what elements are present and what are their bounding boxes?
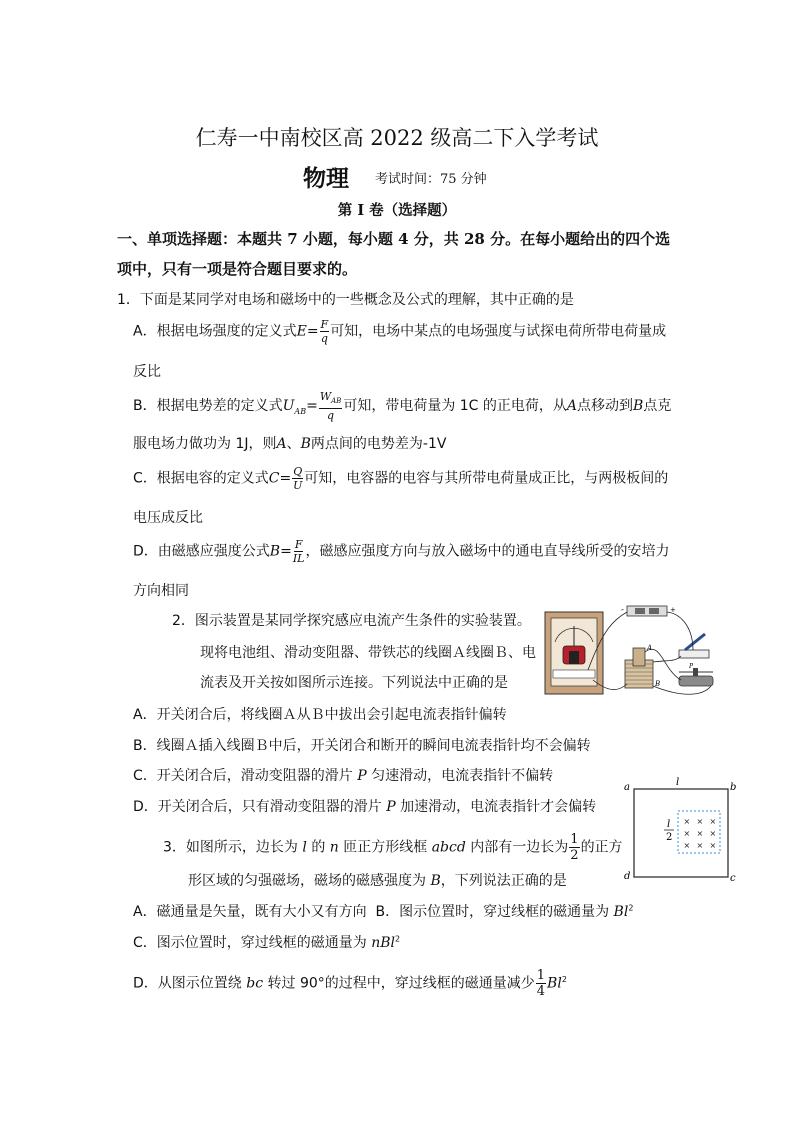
volume-title: 第 I 卷（选择题） bbox=[337, 202, 457, 219]
subject-title: 物理 bbox=[303, 166, 349, 192]
q3-option-d: D．从图示位置绕 bc 转过 90°的过程中，穿过线框的磁通量减少 $\frac{1}{4}$ Bl$^2$ bbox=[133, 968, 567, 999]
q3-stem-line1: 3．如图所示，边长为 l 的 n 匝正方形线框 abcd 内部有一边长为 $\frac{1}{2}$ 的正方 bbox=[163, 832, 623, 863]
field-mark: × bbox=[709, 817, 717, 826]
q3-stem-line2: 形区域的匀强磁场，磁场的磁感强度为 B，下列说法正确的是 bbox=[188, 873, 567, 889]
q1-c-post: 可知，电容器的电容与其所带电荷量成正比，与两极板间的 bbox=[304, 470, 669, 487]
side-length-label: l bbox=[676, 777, 680, 788]
corner-b-label: b bbox=[730, 782, 737, 793]
field-marks bbox=[684, 817, 717, 850]
q1-option-a: A．根据电场强度的定义式E= $\frac{F}{q}$ 可知，电场中某点的电场强度与试探电荷所带电荷量成 bbox=[133, 318, 667, 345]
field-mark: × bbox=[696, 817, 704, 826]
q3-option-c: C．图示位置时，穿过线框的磁通量为 nBl$^2$ bbox=[133, 934, 401, 951]
q1-b2-tail: 两点间的电势差为-1V bbox=[310, 436, 447, 452]
q1-option-c: C．根据电容的定义式C= $\frac{Q}{U}$ 可知，电容器的电容与其所带电荷量成正比，与两极板间的 bbox=[133, 465, 669, 492]
q1-option-b-line2: 服电场力做功为 1J，则A、B两点间的电势差为-1V bbox=[133, 436, 447, 452]
q1-b-pre: B．根据电势差的定义式 bbox=[133, 398, 283, 415]
q1-option-d-line2: 方向相同 bbox=[133, 583, 189, 599]
q3-option-b: B．图示位置时，穿过线框的磁通量为 bbox=[375, 904, 610, 920]
q3-stem2-post: ，下列说法正确的是 bbox=[440, 873, 567, 889]
field-mark: × bbox=[696, 829, 704, 838]
coil-a bbox=[633, 648, 645, 666]
q3-d-mid: 转过 90°的过程中，穿过线框的磁通量减少 bbox=[267, 975, 535, 992]
q1-d-post: ，磁感应强度方向与放入磁场中的通电直导线所受的安培力 bbox=[305, 543, 670, 560]
exam-title: 仁寿一中南校区高 2022 级高二下入学考试 bbox=[195, 126, 599, 150]
q1-option-d: D．由磁感应强度公式B= $\frac{F}{IL}$ ，磁感应强度方向与放入磁场中的通电直导线所受的安培力 bbox=[133, 538, 670, 565]
corner-d-label: d bbox=[624, 871, 631, 882]
switch-lever bbox=[685, 634, 705, 650]
field-mark: × bbox=[683, 841, 691, 850]
switch bbox=[679, 650, 709, 658]
q1-b-post: 可知，带电荷量为 1C 的正电荷，从 bbox=[343, 398, 567, 415]
corner-c-label: c bbox=[730, 873, 736, 884]
field-mark: × bbox=[709, 829, 717, 838]
battery bbox=[627, 606, 667, 616]
q2-d-post: 加速滑动，电流表指针才会偏转 bbox=[400, 799, 597, 815]
q2-option-c: C．开关闭合后，滑动变阻器的滑片 P 匀速滑动，电流表指针不偏转 bbox=[133, 768, 554, 784]
q2-stem-line3: 流表及开关按如图所示连接。下列说法中正确的是 bbox=[200, 675, 508, 691]
rheostat-slider-label: P bbox=[689, 663, 694, 670]
q3-option-a: A．磁通量是矢量，既有大小又有方向 bbox=[133, 904, 367, 920]
q3-stem-mid3: 内部有一边长为 bbox=[470, 839, 569, 856]
q3-stem-post: 的正方 bbox=[580, 839, 623, 856]
field-mark: × bbox=[709, 841, 717, 850]
q3-stem-pre: 3．如图所示，边长为 bbox=[163, 839, 298, 856]
corner-a-label: a bbox=[624, 782, 630, 793]
q1-option-a-line2: 反比 bbox=[133, 364, 161, 380]
q3-stem-mid1: 的 bbox=[311, 839, 326, 856]
section-instruction-line1: 一、单项选择题：本题共 7 小题，每小题 4 分，共 28 分。在每小题给出的四个选 bbox=[117, 230, 671, 248]
field-mark: × bbox=[683, 817, 691, 826]
half-length-num: l bbox=[667, 819, 671, 830]
q2-stem-line1: 2．图示装置是某同学探究感应电流产生条件的实验装置。 bbox=[172, 613, 531, 629]
q3-c-pre: C．图示位置时，穿过线框的磁通量为 bbox=[133, 935, 367, 951]
q3-d-pre: D．从图示位置绕 bbox=[133, 975, 242, 992]
q3-stem2-pre: 形区域的匀强磁场，磁场的磁感强度为 bbox=[188, 873, 426, 889]
battery-minus: - bbox=[621, 605, 624, 614]
section-instruction-line2: 项中，只有一项是符合题目要求的。 bbox=[117, 260, 358, 278]
rheostat bbox=[679, 676, 713, 686]
q2-apparatus-figure bbox=[543, 600, 715, 700]
q1-b-tail: 点克 bbox=[643, 398, 672, 415]
exam-time: 考试时间：75 分钟 bbox=[375, 172, 487, 187]
q2-d-pre: D．开关闭合后，只有滑动变阻器的滑片 bbox=[133, 799, 382, 815]
q2-stem-line2: 现将电池组、滑动变阻器、带铁芯的线圈Ａ线圈Ｂ、电 bbox=[200, 645, 536, 661]
q3-coil-figure bbox=[620, 775, 742, 885]
q1-c-pre: C．根据电容的定义式 bbox=[133, 470, 269, 487]
coil-b-label: B bbox=[655, 680, 661, 688]
coil-a-label: A bbox=[647, 644, 653, 652]
q2-c-post: 匀速滑动，电流表指针不偏转 bbox=[371, 768, 554, 784]
q2-option-b: B．线圈Ａ插入线圈Ｂ中后，开关闭合和断开的瞬间电流表指针均不会偏转 bbox=[133, 738, 591, 754]
field-mark: × bbox=[696, 841, 704, 850]
q1-option-b: B．根据电势差的定义式$U_{AB}=$ $\frac{W_{AB}}{q}$ 可知，带电荷量为 1C 的正电荷，从A点移动到B点克 bbox=[133, 390, 672, 423]
q1-stem: 1．下面是某同学对电场和磁场中的一些概念及公式的理解，其中正确的是 bbox=[117, 292, 574, 308]
q2-c-pre: C．开关闭合后，滑动变阻器的滑片 bbox=[133, 768, 353, 784]
q1-d-pre: D．由磁感应强度公式 bbox=[133, 543, 270, 560]
q2-option-a: A．开关闭合后，将线圈Ａ从Ｂ中拔出会引起电流表指针偏转 bbox=[133, 707, 507, 723]
q1-b2: 服电场力做功为 1J，则 bbox=[133, 436, 277, 452]
q1-a-post: 可知，电场中某点的电场强度与试探电荷所带电荷量成 bbox=[330, 323, 667, 340]
q1-option-c-line2: 电压成反比 bbox=[133, 510, 203, 526]
q2-option-d: D．开关闭合后，只有滑动变阻器的滑片 P 加速滑动，电流表指针才会偏转 bbox=[133, 799, 597, 815]
field-mark: × bbox=[683, 829, 691, 838]
half-length-den: 2 bbox=[666, 832, 673, 843]
q3-option-a-b: A．磁通量是矢量，既有大小又有方向 B．图示位置时，穿过线框的磁通量为 Bl$^2$ bbox=[133, 903, 634, 920]
battery-plus: + bbox=[670, 606, 676, 614]
q1-a-pre: A．根据电场强度的定义式 bbox=[133, 323, 297, 340]
q3-stem-mid2: 匝正方形线框 bbox=[343, 839, 428, 856]
